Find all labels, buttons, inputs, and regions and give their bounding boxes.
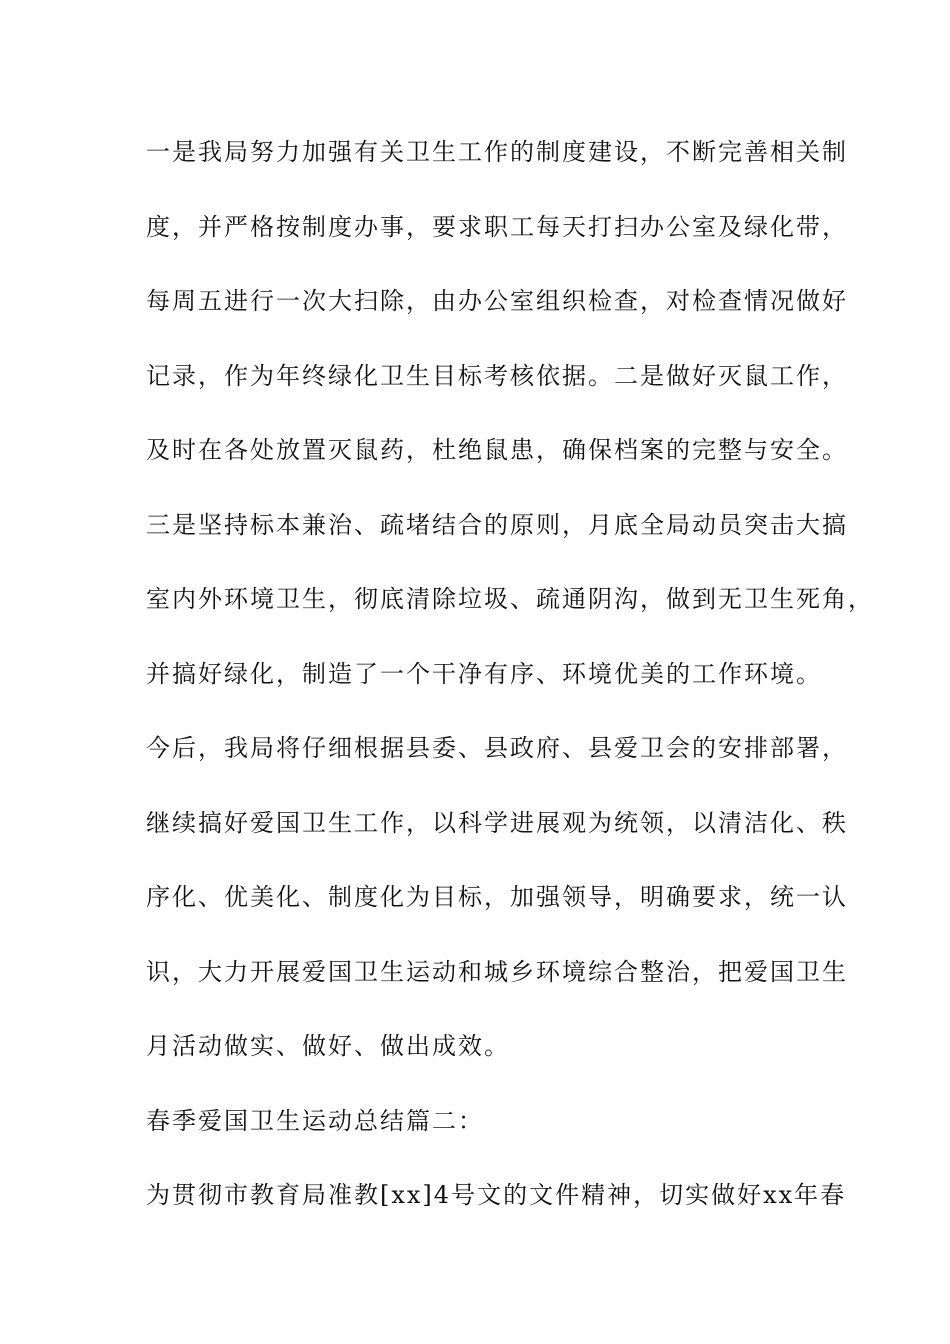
text-line: 月活动做实、做好、做出成效。: [146, 1032, 510, 1060]
text-line: 三是坚持标本兼治、疏堵结合的原则，月底全局动员突击大搞: [146, 510, 848, 539]
document-body: [146, 132, 874, 1250]
text-line: 每周五进行一次大扫除，由办公室组织检查，对检查情况做好: [146, 287, 848, 315]
text-line: 为贯彻市教育局准教[xx]4号文的文件精神，切实做好xx年春: [146, 1181, 847, 1209]
text-line: 一是我局努力加强有关卫生工作的制度建设，不断完善相关制: [146, 138, 848, 166]
section-heading: 春季爱国卫生运动总结篇二：: [146, 1106, 484, 1135]
text-line: 并搞好绿化，制造了一个干净有序、环境优美的工作环境。: [146, 659, 822, 688]
text-line: 及时在各处放置灭鼠药，杜绝鼠患，确保档案的完整与安全。: [146, 436, 848, 464]
text-line: 序化、优美化、制度化为目标，加强领导，明确要求，统一认: [146, 883, 848, 911]
text-line: 室内外环境卫生，彻底清除垃圾、疏通阴沟，做到无卫生死角，: [146, 585, 874, 613]
text-line: 继续搞好爱国卫生工作，以科学进展观为统领，以清洁化、秩: [146, 808, 848, 837]
text-line: 今后，我局将仔细根据县委、县政府、县爱卫会的安排部署，: [146, 734, 848, 762]
text-line: 记录，作为年终绿化卫生目标考核依据。二是做好灭鼠工作，: [146, 361, 848, 390]
text-line: 度，并严格按制度办事，要求职工每天打扫办公室及绿化带，: [146, 212, 848, 241]
text-line: 识，大力开展爱国卫生运动和城乡环境综合整治，把爱国卫生: [146, 957, 848, 986]
